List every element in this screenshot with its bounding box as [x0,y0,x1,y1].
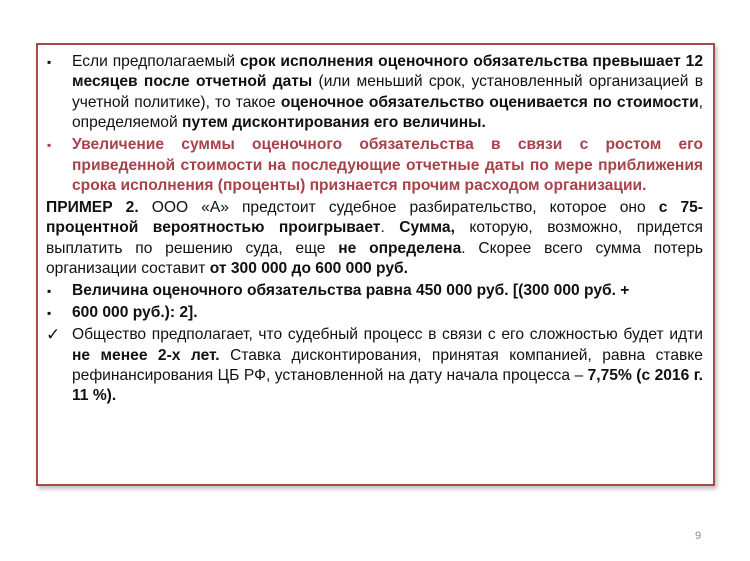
example-text: ПРИМЕР 2. ООО «А» предстоит судебное разбирательство, которое оно с 75-процентной вероятностью проигрывает. Сумма, которую, возможно, придется выплатить по решению суда, еще не определена. Скорее всего сумма потерь организации составит от 300 000 до 600 000 руб. [46,199,703,278]
check-text: Общество предполагает, что судебный процесс в связи с его сложностью будет идти не менее 2-х лет. Ставка дисконтирования, принятая компанией, равна ставке рефинансирования ЦБ РФ, установленной на дату начала процесса – 7,75% (с 2016 г. 11 %). [72,326,703,405]
square-bullet-icon: ▪ [47,55,52,69]
bullet-text: Величина оценочного обязательства равна 450 000 руб. [(300 000 руб. + [72,282,630,300]
content-frame [36,43,715,486]
square-bullet-icon: ▪ [47,284,52,299]
page-number: 9 [695,530,702,542]
bullet-text: Если предполагаемый срок исполнения оценочного обязательства превышает 12 месяцев после отчетной даты (или меньший срок, установленный организацией в учетной политике), то такое оценочное обязательство оценивается по стоимости, определяемой путем дисконтирования его величины. [72,53,704,132]
slide-body [46,52,703,407]
check-item-process [46,325,703,407]
square-bullet-icon: ▪ [47,306,52,321]
bullet-item-value [46,281,703,301]
bullet-text: Увеличение суммы оценочного обязательства в связи с ростом его приведенной стоимости на последующие отчетные даты по мере приближения срока исполнения (проценты) признается прочим расходом организации. [72,136,703,195]
square-bullet-icon: ▪ [47,138,52,153]
bullet-item-formula [46,303,703,323]
example-paragraph [46,198,703,280]
bullet-item-interest [46,135,703,196]
bullet-item-discounting [46,52,703,134]
bullet-text: 600 000 руб.): 2]. [72,304,198,322]
checkmark-icon: ✓ [46,325,61,345]
